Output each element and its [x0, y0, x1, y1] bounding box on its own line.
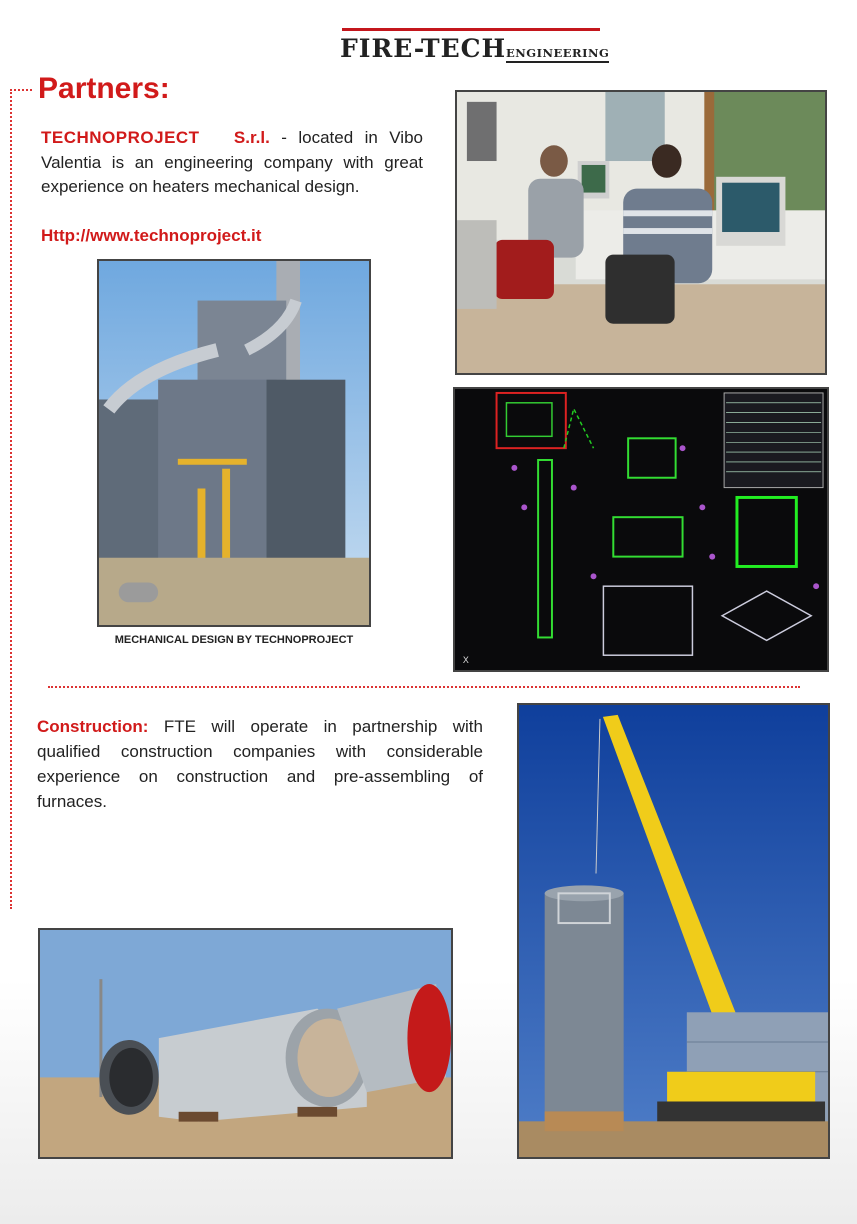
figure-caption: MECHANICAL DESIGN BY TECHNOPROJECT [114, 634, 354, 646]
shells-photo [38, 928, 453, 1159]
brand-logo [340, 28, 610, 64]
crane-photo [517, 703, 830, 1159]
construction-paragraph [37, 714, 483, 814]
brand-name: FIRE-TECH [340, 34, 507, 63]
company-suffix: S.r.l. [233, 128, 270, 147]
logo-bar [342, 28, 600, 31]
construction-label: Construction: [37, 717, 149, 736]
frame-left-dots [10, 89, 12, 909]
brand-subtitle: ENGINEERING [506, 46, 609, 63]
cad-drawing-photo [453, 387, 829, 672]
company-link[interactable]: Http://www.technoproject.it [41, 226, 262, 245]
company-name: TECHNOPROJECT [41, 128, 200, 147]
page-title: Partners: [38, 72, 170, 105]
furnace-photo [97, 259, 371, 627]
frame-top-dots [10, 89, 32, 91]
section-divider [48, 686, 800, 688]
construction-text: FTE will operate in partnership with qualified construction companies with considerable experience on construction and pre-assembling of furnaces. [37, 717, 483, 811]
office-photo [455, 90, 827, 375]
svg-text:X: X [462, 655, 469, 666]
intro-text: - located in Vibo Valentia is an engineering company with great experience on heaters mechanical design. [41, 128, 423, 196]
intro-paragraph [41, 126, 423, 200]
